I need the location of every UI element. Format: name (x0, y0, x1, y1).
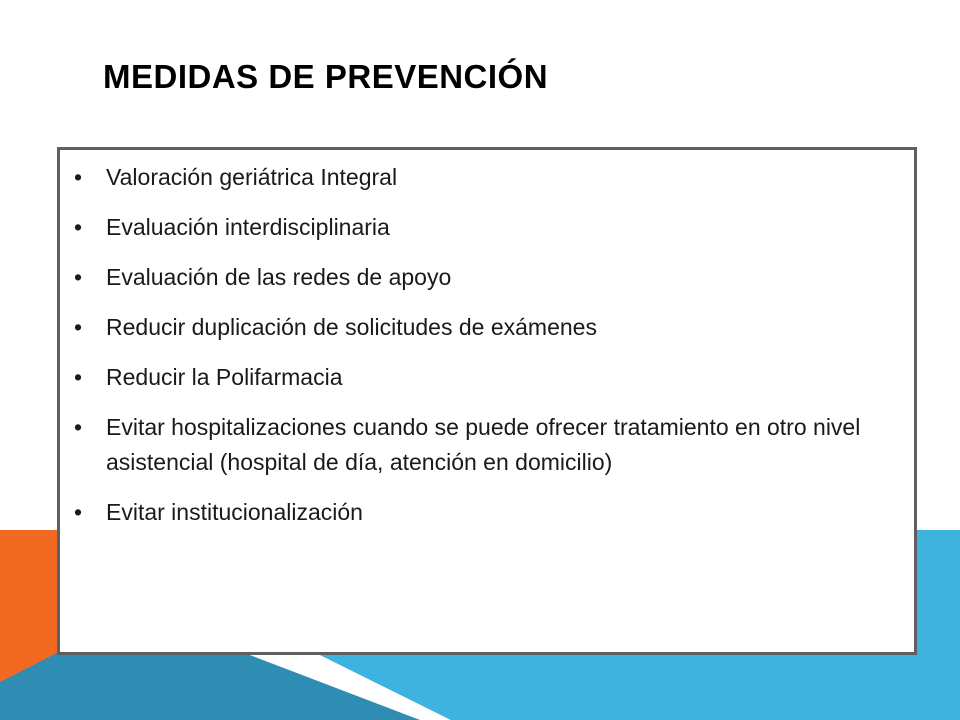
bullet-text: Valoración geriátrica Integral (106, 164, 398, 190)
bullet-dot-icon: • (74, 414, 83, 440)
bullet-text: Reducir duplicación de solicitudes de exámenes (106, 314, 597, 340)
bullet-text: Evaluación interdisciplinaria (106, 214, 390, 240)
bullet-list (74, 160, 894, 530)
bullet-dot-icon: • (74, 264, 83, 290)
bullet-item (74, 160, 894, 195)
bullet-item (74, 410, 894, 480)
content-box (57, 147, 917, 655)
bullet-dot-icon: • (74, 164, 83, 190)
bullet-dot-icon: • (74, 314, 83, 340)
bullet-text: Evitar hospitalizaciones cuando se puede ofrecer tratamiento en otro nivel asistencial (hospital de día, atención en domicilio) (106, 414, 861, 475)
bullet-text: Reducir la Polifarmacia (106, 364, 343, 390)
bullet-dot-icon: • (74, 364, 83, 390)
bullet-item (74, 495, 894, 530)
bullet-dot-icon: • (74, 499, 83, 525)
bullet-item (74, 360, 894, 395)
bullet-item (74, 310, 894, 345)
bullet-text: Evaluación de las redes de apoyo (106, 264, 452, 290)
bullet-dot-icon: • (74, 214, 83, 240)
slide-title: MEDIDAS DE PREVENCIÓN (103, 58, 549, 95)
bullet-item (74, 210, 894, 245)
bullet-item (74, 260, 894, 295)
bullet-text: Evitar institucionalización (106, 499, 363, 525)
